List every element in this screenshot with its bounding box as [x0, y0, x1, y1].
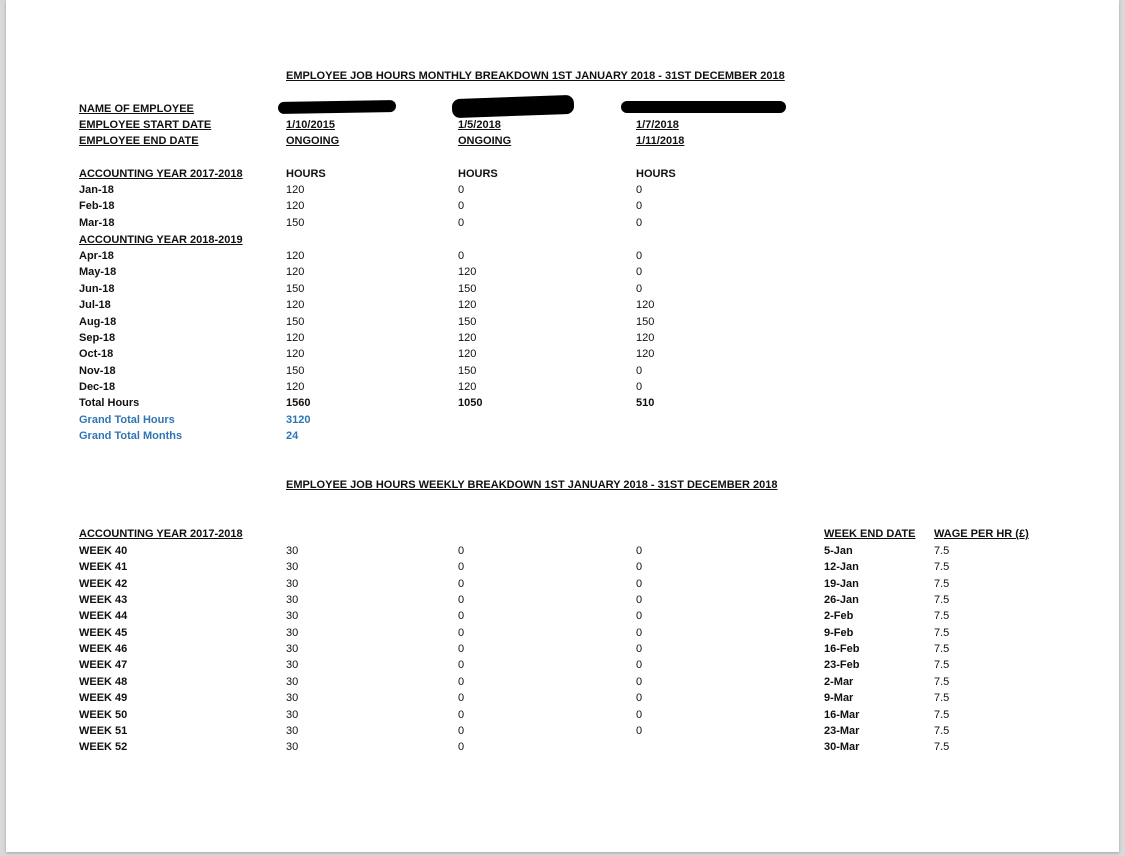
month-hours-emp1: 120: [286, 250, 305, 262]
month-label: Jul-18: [79, 299, 111, 312]
week-hours-emp3: 0: [636, 675, 643, 688]
week-hours-emp2: 0: [458, 724, 465, 737]
hours-header-3: HOURS: [636, 168, 676, 180]
week-hours-emp1: 30: [286, 610, 299, 623]
week-label: WEEK 44: [79, 610, 128, 623]
month-hours-emp1: 150: [286, 216, 305, 229]
month-hours-emp1: 150: [286, 364, 305, 377]
month-hours-emp3: 0: [636, 216, 643, 229]
end-date-emp1: ONGOING: [286, 135, 340, 147]
redacted-name-3: [621, 101, 786, 113]
week-hours-emp1: 30: [286, 561, 299, 574]
week-hours-emp2: 0: [458, 659, 465, 672]
month-hours-emp3: 120: [636, 348, 655, 361]
week-end-date: 12-Jan: [824, 561, 859, 574]
month-label: Nov-18: [79, 364, 116, 377]
week-hours-emp3: 0: [636, 610, 643, 623]
month-hours-emp3: 0: [636, 184, 643, 196]
weekly-title: EMPLOYEE JOB HOURS WEEKLY BREAKDOWN 1ST JANUARY 2018 - 31ST DECEMBER 2018: [286, 479, 778, 491]
week-end-date: 16-Feb: [824, 643, 860, 656]
wage-per-hour: 7.5: [934, 643, 950, 656]
week-hours-emp3: 0: [636, 643, 643, 656]
month-hours-emp1: 120: [286, 332, 305, 344]
week-hours-emp3: 0: [636, 561, 643, 574]
week-hours-emp1: 30: [286, 659, 299, 672]
week-hours-emp2: 0: [458, 545, 465, 557]
month-hours-emp2: 150: [458, 364, 477, 377]
week-label: WEEK 50: [79, 708, 128, 721]
monthly-title: EMPLOYEE JOB HOURS MONTHLY BREAKDOWN 1ST JANUARY 2018 - 31ST DECEMBER 2018: [286, 70, 785, 82]
week-hours-emp1: 30: [286, 708, 299, 721]
week-hours-emp1: 30: [286, 741, 299, 754]
month-hours-emp2: 120: [458, 381, 477, 394]
week-label: WEEK 51: [79, 724, 128, 737]
week-label: WEEK 40: [79, 545, 128, 557]
month-hours-emp3: 150: [636, 315, 655, 328]
wage-per-hour: 7.5: [934, 594, 950, 607]
month-hours-emp2: 120: [458, 332, 477, 344]
redacted-name-2: [452, 95, 575, 118]
wage-per-hour: 7.5: [934, 610, 950, 623]
wage-per-hour: 7.5: [934, 626, 950, 639]
start-date-emp2: 1/5/2018: [458, 119, 501, 131]
month-hours-emp3: 120: [636, 332, 655, 344]
week-end-date: 16-Mar: [824, 708, 860, 721]
month-label: Aug-18: [79, 315, 117, 328]
wage-per-hour: 7.5: [934, 659, 950, 672]
month-hours-emp1: 120: [286, 299, 305, 312]
week-hours-emp2: 0: [458, 708, 465, 721]
name-of-employee-label: NAME OF EMPLOYEE: [79, 103, 194, 115]
weekly-accounting-year-label: ACCOUNTING YEAR 2017-2018: [79, 528, 243, 540]
month-hours-emp1: 120: [286, 348, 305, 361]
accounting-year-1-label: ACCOUNTING YEAR 2017-2018: [79, 168, 243, 180]
month-label: Jan-18: [79, 184, 114, 196]
week-end-date: 9-Feb: [824, 626, 854, 639]
month-hours-emp2: 120: [458, 299, 477, 312]
month-hours-emp2: 150: [458, 282, 477, 295]
month-hours-emp3: 0: [636, 200, 643, 213]
total-hours-emp2: 1050: [458, 397, 483, 409]
start-date-label: EMPLOYEE START DATE: [79, 119, 212, 131]
month-hours-emp2: 120: [458, 266, 477, 279]
month-hours-emp1: 120: [286, 266, 305, 279]
week-label: WEEK 46: [79, 643, 128, 656]
week-hours-emp2: 0: [458, 741, 465, 754]
week-label: WEEK 45: [79, 626, 128, 639]
month-hours-emp1: 120: [286, 381, 305, 394]
month-label: Mar-18: [79, 216, 115, 229]
wage-per-hour: 7.5: [934, 545, 950, 557]
week-hours-emp3: 0: [636, 708, 643, 721]
grand-total-hours-label: Grand Total Hours: [79, 414, 175, 426]
total-hours-emp3: 510: [636, 397, 655, 409]
month-hours-emp3: 120: [636, 299, 655, 312]
month-hours-emp2: 0: [458, 184, 465, 196]
week-end-date: 2-Mar: [824, 675, 854, 688]
week-hours-emp1: 30: [286, 626, 299, 639]
week-hours-emp3: 0: [636, 545, 643, 557]
month-hours-emp3: 0: [636, 364, 643, 377]
month-hours-emp3: 0: [636, 250, 643, 262]
month-label: May-18: [79, 266, 117, 279]
month-label: Dec-18: [79, 381, 116, 394]
month-hours-emp2: 120: [458, 348, 477, 361]
week-end-date: 2-Feb: [824, 610, 854, 623]
week-label: WEEK 48: [79, 675, 128, 688]
week-hours-emp1: 30: [286, 594, 299, 607]
total-hours-emp1: 1560: [286, 397, 311, 409]
month-hours-emp1: 120: [286, 184, 305, 196]
month-hours-emp3: 0: [636, 266, 643, 279]
grand-total-months-label: Grand Total Months: [79, 430, 183, 442]
month-hours-emp1: 150: [286, 315, 305, 328]
week-end-date: 19-Jan: [824, 577, 859, 590]
week-hours-emp1: 30: [286, 577, 299, 590]
week-hours-emp1: 30: [286, 643, 299, 656]
week-label: WEEK 43: [79, 594, 128, 607]
week-label: WEEK 47: [79, 659, 128, 672]
wage-per-hour: 7.5: [934, 741, 950, 754]
week-end-date: 9-Mar: [824, 692, 854, 705]
week-hours-emp2: 0: [458, 594, 465, 607]
week-hours-emp3: 0: [636, 692, 643, 705]
week-end-date: 26-Jan: [824, 594, 859, 607]
grand-total-hours-value: 3120: [286, 414, 311, 426]
end-date-label: EMPLOYEE END DATE: [79, 135, 199, 147]
month-label: Feb-18: [79, 200, 115, 213]
month-hours-emp2: 150: [458, 315, 477, 328]
week-hours-emp3: 0: [636, 594, 643, 607]
week-hours-emp3: 0: [636, 724, 643, 737]
grand-total-months-value: 24: [286, 430, 299, 442]
redacted-name-1: [278, 100, 396, 114]
month-hours-emp3: 0: [636, 381, 643, 394]
week-hours-emp3: 0: [636, 659, 643, 672]
month-hours-emp1: 120: [286, 200, 305, 213]
week-hours-emp1: 30: [286, 545, 299, 557]
week-end-date: 23-Mar: [824, 724, 860, 737]
start-date-emp3: 1/7/2018: [636, 119, 679, 131]
accounting-year-2-label: ACCOUNTING YEAR 2018-2019: [79, 234, 243, 246]
week-label: WEEK 52: [79, 741, 128, 754]
week-hours-emp2: 0: [458, 610, 465, 623]
wage-per-hour: 7.5: [934, 708, 950, 721]
week-end-date-header: WEEK END DATE: [824, 528, 916, 540]
total-hours-label: Total Hours: [79, 397, 140, 409]
week-end-date: 23-Feb: [824, 659, 860, 672]
month-hours-emp2: 0: [458, 216, 465, 229]
wage-per-hour: 7.5: [934, 675, 950, 688]
week-hours-emp1: 30: [286, 692, 299, 705]
week-label: WEEK 41: [79, 561, 128, 574]
week-label: WEEK 42: [79, 577, 128, 590]
month-hours-emp1: 150: [286, 282, 305, 295]
month-hours-emp2: 0: [458, 200, 465, 213]
month-label: Sep-18: [79, 332, 116, 344]
document-page: [6, 0, 1119, 852]
wage-per-hour: 7.5: [934, 692, 950, 705]
wage-per-hour: 7.5: [934, 724, 950, 737]
week-end-date: 30-Mar: [824, 741, 860, 754]
start-date-emp1: 1/10/2015: [286, 119, 335, 131]
end-date-emp2: ONGOING: [458, 135, 512, 147]
week-hours-emp2: 0: [458, 692, 465, 705]
hours-header-2: HOURS: [458, 168, 498, 180]
week-hours-emp3: 0: [636, 626, 643, 639]
week-hours-emp2: 0: [458, 643, 465, 656]
week-hours-emp1: 30: [286, 724, 299, 737]
week-hours-emp2: 0: [458, 561, 465, 574]
week-label: WEEK 49: [79, 692, 128, 705]
week-hours-emp2: 0: [458, 675, 465, 688]
month-label: Oct-18: [79, 348, 114, 361]
wage-per-hour: 7.5: [934, 561, 950, 574]
month-label: Apr-18: [79, 250, 114, 262]
wage-per-hour: 7.5: [934, 577, 950, 590]
month-hours-emp3: 0: [636, 282, 643, 295]
hours-header-1: HOURS: [286, 168, 326, 180]
end-date-emp3: 1/11/2018: [636, 135, 685, 147]
month-hours-emp2: 0: [458, 250, 465, 262]
week-hours-emp3: 0: [636, 577, 643, 590]
wage-per-hour-header: WAGE PER HR (£): [934, 528, 1029, 540]
week-end-date: 5-Jan: [824, 545, 853, 557]
week-hours-emp1: 30: [286, 675, 299, 688]
month-label: Jun-18: [79, 282, 115, 295]
week-hours-emp2: 0: [458, 626, 465, 639]
week-hours-emp2: 0: [458, 577, 465, 590]
